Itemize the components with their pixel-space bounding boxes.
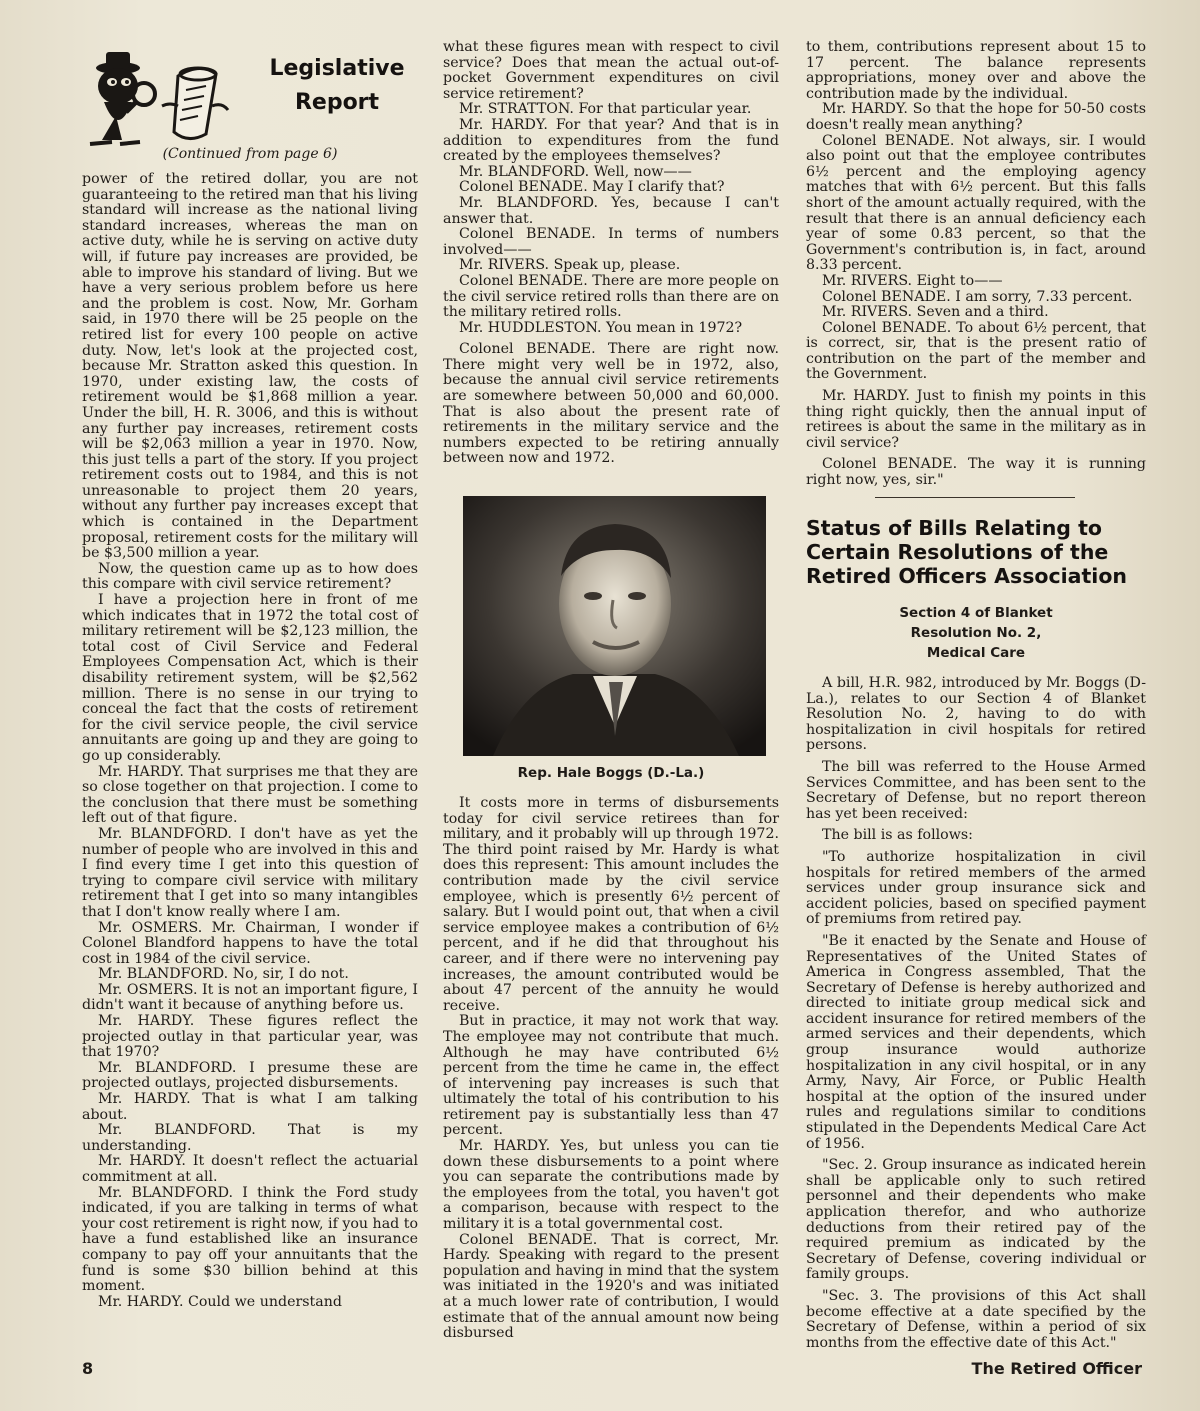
paragraph: Mr. RIVERS. Eight to—— [822,272,1003,289]
masthead-title [262,52,412,120]
paragraph: "Sec. 2. Group insurance as indicated herein shall be applicable only to such retired personnel and their dependents who make application therefor, and who authorize deductions from their retired pay of the required premium as indicated by the Secretary of Defense, covering individual or family groups. [806,1157,1146,1283]
column-1 [82,172,418,1310]
paragraph: "To authorize hospitalization in civil hospitals for retired members of the armed services under group insurance sick and accident policies, based on specified payment of premiums from retired pay. [806,848,1146,928]
paragraph: Mr. BLANDFORD. I think the Ford study indicated, if you are talking in terms of what your cost retirement is right now, if you had to have a fund established like an insurance company to pay off your annuitants that the fund is some $30 billion behind at this moment. [82,1184,418,1295]
paragraph: Mr. BLANDFORD. I don't have as yet the number of people who are involved in this and I find every time I get into this question of trying to compare civil service with military retirement that I get into so many intangibles that I don't know really where I am. [82,825,418,920]
column-3-continued [806,676,1146,1351]
paragraph: The bill was referred to the House Armed Services Committee, and has been sent to the Secretary of Defense, but no report thereon has yet been received: [806,758,1146,822]
section-subheading [806,603,1146,663]
photo-caption: Rep. Hale Boggs (D.-La.) [517,765,705,781]
paragraph: I have a projection here in front of me which indicates that in 1972 the total cost of military retirement will be $2,123 million, the total cost of Civil Service and Federal Employees Compensation Act, which is their disability retirement system, will be $2,562 million. There is no sense in our trying to conceal the fact that the costs of retirement for the civil service people, the civil service annuitants are going up and they are going to go up considerably. [82,592,418,764]
paragraph: to them, contributions represent about 15 to 17 percent. The balance represents appropriations, money over and above the contribution made by the individual. [806,39,1146,102]
paragraph: Mr. HARDY. It doesn't reflect the actuarial commitment at all. [82,1153,418,1185]
paragraph: Mr. OSMERS. It is not an important figure, I didn't want it because of anything before us. [82,981,418,1014]
paragraph: power of the retired dollar, you are not guaranteeing to the retired man that his living standard will increase as the national living standard increases, whereas the man on active duty, while he is serving on active duty will, if future pay increases are provided, be able to improve his standard of living. But we have a very serious problem before us here and the problem is cost. Now, Mr. Gorham said, in 1970 there will be 25 people on the retired list for every 100 people on active duty. Now, let's look at the projected cost, because Mr. Stratton asked this question. In 1970, under existing law, the costs of retirement would be $1,868 million a year. Under the bill, H. R. 3006, and this is without any further pay increases, retirement costs will be $2,063 million a year in 1970. Now, this just tells a part of the story. If you project retirement costs out to 1984, and this is not unreasonable to project them 20 years, without any further pay increases except that which is contained in the Department proposal, retirement costs for the military will be $3,500 million a year. [82,171,418,562]
section-subheading-line3: Medical Care [926,645,1026,661]
paragraph: But in practice, it may not work that way. The employee may not contribute that much. Although he may have contributed 6½ percent from the time he came in, the effect of intervening pay increases is such that ultimately the total of his contribution to his retirement pay is substantially less than 47 percent. [443,1013,779,1139]
paragraph: Colonel BENADE. There are right now. There might very well be in 1972, also, because the annual civil service retirements are somewhere between 50,000 and 60,000. That is also about the present rate of retirements in the military service and the numbers expected to be retiring annually between now and 1972. [443,341,779,467]
portrait-photo [463,496,766,756]
paragraph: Colonel BENADE. In terms of numbers involved—— [443,226,779,258]
paragraph: Mr. OSMERS. Mr. Chairman, I wonder if Colonel Blandford happens to have the total cost in 1984 of the civil service. [82,919,418,967]
masthead-title-line2: Report [294,90,380,115]
section-subheading-line2: Resolution No. 2, [910,625,1042,641]
section-divider [875,497,1075,498]
column-3 [806,40,1146,489]
paragraph: Colonel BENADE. There are more people on the civil service retired rolls than there are on the military retired rolls. [443,272,779,321]
paragraph: Colonel BENADE. The way it is running right now, yes, sir." [806,456,1146,489]
paragraph: Colonel BENADE. That is correct, Mr. Hardy. Speaking with regard to the present population and having in mind that the system was initiated in the 1920's and was initiated at a much lower rate of contribution, I would estimate that of the annual amount now being disbursed [443,1231,779,1342]
paragraph: It costs more in terms of disbursements today for civil service retirees than for military, and it probably will up through 1972. The third point raised by Mr. Hardy is what does this represent: This amount includes the contribution made by the civil service employee, which is presently 6½ percent of salary. But I would point out, that when a civil service employee makes a contribution of 6½ percent, and if he did that throughout his career, and if there were no intervening pay increases, the amount contributed would be about 47 percent of the annuity he would receive. [443,795,779,1014]
column-2 [443,40,779,467]
column-2-continued [443,796,779,1342]
paragraph: Mr. BLANDFORD. No, sir, I do not. [98,966,349,983]
paragraph: Colonel BENADE. May I clarify that? [459,179,725,196]
paragraph: what these figures mean with respect to civil service? Does that mean the actual out-of-pocket Government expenditures on civil service retirement? [443,39,779,102]
paragraph: The bill is as follows: [822,827,973,844]
paragraph: "Sec. 3. The provisions of this Act shall become effective at a date specified by the Secretary of Defense, within a period of six months from the effective date of this Act." [806,1287,1146,1351]
paragraph: Mr. HUDDLESTON. You mean in 1972? [459,319,743,336]
paragraph: A bill, H.R. 982, introduced by Mr. Boggs (D-La.), relates to our Section 4 of Blanket Resolution No. 2, having to do with hospitalization in civil hospitals for retired persons. [806,675,1146,754]
paragraph: Mr. HARDY. These figures reflect the projected outlay in that particular year, was that 1970? [82,1013,418,1061]
paragraph: Mr. STRATTON. For that particular year. [459,101,752,118]
paragraph: Colonel BENADE. Not always, sir. I would also point out that the employee contributes 6½ percent and the employing agency matches that with 6½ percent. But this falls short of the amount actually required, with the result that there is an annual deficiency each year of some 0.83 percent, so that the Government's contribution is, in fact, around 8.33 percent. [806,132,1146,274]
paragraph: Colonel BENADE. To about 6½ percent, that is correct, sir, that is the present ratio of contribution on the part of the member and the Government. [806,319,1146,383]
page-number: 8 [82,1359,94,1378]
paragraph: Mr. HARDY. So that the hope for 50-50 costs doesn't really mean anything? [806,101,1146,133]
status-section-title: Status of Bills Relating to Certain Resolutions of the Retired Officers Association [806,516,1128,588]
paragraph: Mr. BLANDFORD. Well, now—— [459,163,692,180]
paragraph: Now, the question came up as to how does this compare with civil service retirement? [82,560,418,593]
mascot-detective-illustration [82,46,250,148]
paragraph: Colonel BENADE. I am sorry, 7.33 percent. [822,288,1133,305]
paragraph: Mr. RIVERS. Seven and a third. [822,304,1049,321]
paragraph: Mr. RIVERS. Speak up, please. [459,257,681,274]
continued-note: (Continued from page 6) [162,146,338,162]
section-subheading-line1: Section 4 of Blanket [899,605,1053,621]
paragraph: Mr. HARDY. Just to finish my points in this thing right quickly, then the annual input of retirees is about the same in the military as in civil service? [806,388,1146,451]
paragraph: Mr. HARDY. That is what I am talking about. [82,1091,418,1123]
paragraph: Mr. HARDY. Yes, but unless you can tie down these disbursements to a point where you can separate the contributions made by the employees from the total, you haven't got a comparison, because with respect to the military it is a total governmental cost. [443,1138,779,1233]
publication-name: The Retired Officer [971,1359,1142,1378]
paragraph: Mr. HARDY. That surprises me that they are so close together on that projection. I come to the conclusion that there must be something left out of that figure. [82,763,418,827]
masthead-title-line1: Legislative [269,56,405,81]
paragraph: "Be it enacted by the Senate and House of Representatives of the United States of America in Congress assembled, That the Secretary of Defense is hereby authorized and directed to initiate group medical sick and accident insurance for retired members of the armed services and their dependents, which group insurance would authorize hospitalization in any civil hospital, or in any Army, Navy, Air Force, or Public Health hospital at the option of the insured under rules and regulations similar to conditions stipulated in the Dependents Medical Care Act of 1956. [806,932,1146,1152]
paragraph: Mr. HARDY. For that year? And that is in addition to expenditures from the fund created by the employees themselves? [443,116,779,165]
paragraph: Mr. BLANDFORD. I presume these are projected outlays, projected disbursements. [82,1059,418,1092]
paragraph: Mr. HARDY. Could we understand [98,1293,342,1310]
paragraph: Mr. BLANDFORD. Yes, because I can't answer that. [443,194,779,227]
paragraph: Mr. BLANDFORD. That is my understanding. [82,1122,418,1154]
